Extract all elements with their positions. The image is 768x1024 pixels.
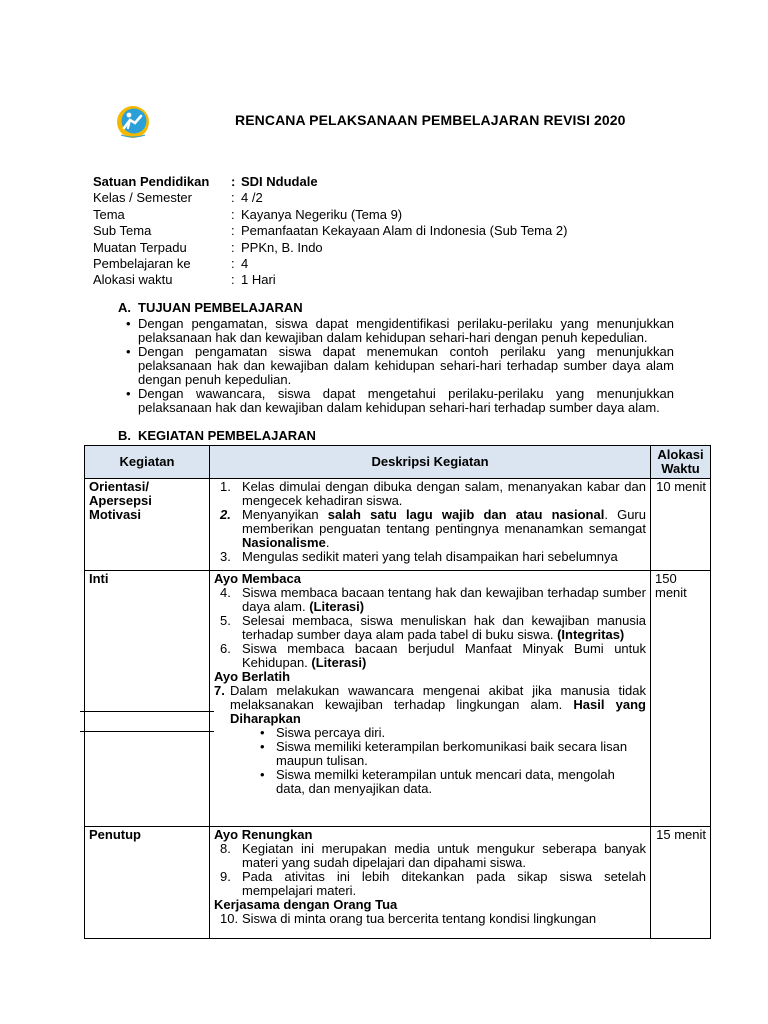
- identity-row: [93, 207, 567, 223]
- plain-text: Dalam melakukan wawancara mengenai akibat jika manusia tidak melaksanakan kewajiban terhadap lingkungan alam.: [230, 683, 646, 712]
- identity-label: Kelas / Semester: [93, 190, 192, 206]
- identity-sep: :: [231, 174, 236, 189]
- bullet-icon: •: [260, 767, 265, 782]
- identity-value: Kayanya Negeriku (Tema 9): [241, 206, 403, 222]
- bullet-icon: •: [126, 316, 131, 331]
- stage-penutup: Penutup: [85, 827, 210, 939]
- item-number: 3.: [220, 549, 231, 564]
- cell-divider: [80, 711, 214, 712]
- school-logo: [115, 104, 151, 140]
- result-bullet: [260, 740, 646, 768]
- item-number: 2.: [220, 507, 231, 522]
- activity-item: [214, 912, 646, 926]
- identity-label: Muatan Terpadu: [93, 239, 187, 255]
- item-text: [230, 684, 646, 726]
- result-bullet: [260, 726, 646, 740]
- goals-list: [126, 317, 674, 415]
- emphasis-text: (Literasi): [311, 655, 367, 670]
- activity-item: [214, 550, 646, 564]
- bullet-text: Siswa memiliki keterampilan berkomunikasi baik secara lisan maupun tulisan.: [276, 739, 628, 768]
- emphasis-text: (Literasi): [309, 599, 365, 614]
- result-bullets: [214, 726, 646, 796]
- activity-item: [214, 480, 646, 508]
- header-deskripsi: Deskripsi Kegiatan: [210, 446, 651, 479]
- activity-table: [84, 445, 711, 939]
- document-title: RENCANA PELAKSANAAN PEMBELAJARAN REVISI 2020: [235, 112, 626, 128]
- desc-orientasi: [210, 479, 651, 571]
- item-text: [242, 480, 646, 508]
- header-alokasi: Alokasi Waktu: [651, 446, 711, 479]
- item-text: [242, 912, 646, 926]
- table-row-inti: [85, 571, 711, 827]
- goal-item: [126, 387, 674, 415]
- cell-divider: [80, 731, 214, 732]
- activity-item: [214, 684, 646, 726]
- goal-item: [126, 345, 674, 387]
- sub-heading: Ayo Renungkan: [214, 827, 313, 842]
- item-text: [242, 586, 646, 614]
- table-header-row: [85, 446, 711, 479]
- item-text: [242, 842, 646, 870]
- identity-row: [93, 190, 567, 206]
- alloc-orientasi: 10 menit: [651, 479, 711, 571]
- plain-text: . Guru memberikan penguatan tentang pentingnya menanamkan semangat: [242, 507, 646, 536]
- desc-penutup: [210, 827, 651, 939]
- bullet-icon: •: [126, 344, 131, 359]
- plain-text: Menyanyikan: [242, 507, 328, 522]
- alloc-inti: 150 menit: [651, 571, 711, 827]
- table-row-penutup: [85, 827, 711, 939]
- bullet-icon: •: [260, 725, 265, 740]
- identity-sep: :: [231, 239, 235, 255]
- identity-row: [93, 256, 567, 272]
- item-text: [242, 870, 646, 898]
- table-row-orientasi: [85, 479, 711, 571]
- identity-label: Sub Tema: [93, 223, 152, 239]
- bullet-text: Siswa memilki keterampilan untuk mencari data, mengolah data, dan menyajikan data.: [276, 767, 615, 796]
- item-number: 8.: [220, 841, 231, 856]
- identity-label: Alokasi waktu: [93, 272, 173, 288]
- plain-text: .: [325, 535, 330, 550]
- emphasis-text: Hasil yang Diharapkan: [230, 697, 646, 726]
- plain-text: Siswa membaca bacaan tentang hak dan kewajiban terhadap sumber daya alam.: [242, 585, 646, 614]
- activity-item: [214, 870, 646, 898]
- header-kegiatan: Kegiatan: [85, 446, 210, 479]
- identity-label: Satuan Pendidikan: [93, 174, 210, 189]
- plain-text: Pada ativitas ini lebih ditekankan pada sikap siswa setelah mempelajari materi.: [242, 869, 646, 898]
- goal-text: Dengan wawancara, siswa dapat mengetahui perilaku-perilaku yang menunjukkan pelaksanaan hak dan kewajiban dalam kehidupan sehari-hari terhadap sumber daya alam.: [138, 386, 674, 415]
- item-text: [242, 614, 646, 642]
- identity-block: [93, 174, 567, 289]
- identity-row: [93, 240, 567, 256]
- identity-sep: :: [231, 256, 235, 272]
- bullet-icon: •: [260, 739, 265, 754]
- activity-item: [214, 614, 646, 642]
- sub-heading: Kerjasama dengan Orang Tua: [214, 897, 398, 912]
- item-number: 1.: [220, 479, 231, 494]
- item-text: [242, 508, 646, 550]
- activity-item: [214, 842, 646, 870]
- plain-text: Mengulas sedikit materi yang telah disampaikan hari sebelumnya: [242, 549, 618, 564]
- plain-text: Siswa membaca bacaan berjudul Manfaat Minyak Bumi untuk Kehidupan.: [242, 641, 646, 670]
- bullet-text: Siswa percaya diri.: [276, 725, 386, 740]
- identity-value: 4: [241, 256, 249, 272]
- identity-row: [93, 272, 567, 288]
- item-number: 5.: [220, 613, 231, 628]
- identity-sep: :: [231, 206, 235, 222]
- plain-text: Selesai membaca, siswa menuliskan hak dan kewajiban manusia terhadap sumber daya alam pada tabel di buku siswa.: [242, 613, 646, 642]
- stage-inti: Inti: [85, 571, 210, 827]
- identity-sep: :: [231, 272, 235, 288]
- bullet-icon: •: [126, 386, 131, 401]
- item-number: 7.: [214, 683, 225, 698]
- item-number: 10.: [220, 911, 239, 926]
- goal-item: [126, 317, 674, 345]
- stage-orientasi: Orientasi/ Apersepsi Motivasi: [85, 479, 210, 571]
- identity-sep: :: [231, 223, 235, 239]
- identity-value: Pemanfaatan Kekayaan Alam di Indonesia (Sub Tema 2): [241, 223, 568, 239]
- identity-label: Tema: [93, 206, 125, 222]
- activity-item: [214, 586, 646, 614]
- identity-label: Pembelajaran ke: [93, 256, 191, 272]
- identity-value: SDI Ndudale: [241, 174, 318, 189]
- item-text: [242, 642, 646, 670]
- identity-row: [93, 223, 567, 239]
- item-number: 6.: [220, 641, 231, 656]
- result-bullet: [260, 768, 646, 796]
- identity-value: 1 Hari: [241, 272, 276, 288]
- emphasis-text: (Integritas): [557, 627, 625, 642]
- plain-text: Kegiatan ini merupakan media untuk mengukur seberapa banyak materi yang sudah dipelajari dan dipahami siswa.: [242, 841, 646, 870]
- identity-value: 4 /2: [241, 190, 263, 206]
- identity-value: PPKn, B. Indo: [241, 239, 323, 255]
- item-number: 4.: [220, 585, 231, 600]
- activity-item: [214, 642, 646, 670]
- emphasis-text: Nasionalisme: [242, 535, 326, 550]
- emphasis-text: salah satu lagu wajib dan atau nasional: [327, 507, 605, 522]
- activity-item: [214, 508, 646, 550]
- item-number: 9.: [220, 869, 231, 884]
- section-b-title: B. KEGIATAN PEMBELAJARAN: [118, 428, 316, 443]
- identity-row: [93, 174, 567, 190]
- alloc-penutup: 15 menit: [651, 827, 711, 939]
- section-a-title: A. TUJUAN PEMBELAJARAN: [118, 300, 303, 315]
- desc-inti: [210, 571, 651, 827]
- goal-text: Dengan pengamatan, siswa dapat mengidentifikasi perilaku-perilaku yang menunjukkan pelaksanaan hak dan kewajiban dalam kehidupan sehari-hari dengan penuh kepedulian.: [138, 316, 674, 345]
- goal-text: Dengan pengamatan siswa dapat menemukan contoh perilaku yang menunjukkan pelaksanaan hak dan kewajiban dalam kehidupan sehari-hari terhadap sumber daya alam dengan penuh kepedulian.: [138, 344, 674, 387]
- item-text: [242, 550, 646, 564]
- identity-sep: :: [231, 190, 235, 206]
- sub-heading: Ayo Membaca: [214, 571, 301, 586]
- sub-heading: Ayo Berlatih: [214, 669, 291, 684]
- plain-text: Kelas dimulai dengan dibuka dengan salam, menanyakan kabar dan mengecek kehadiran siswa.: [242, 479, 646, 508]
- plain-text: Siswa di minta orang tua bercerita tentang kondisi lingkungan: [242, 911, 597, 926]
